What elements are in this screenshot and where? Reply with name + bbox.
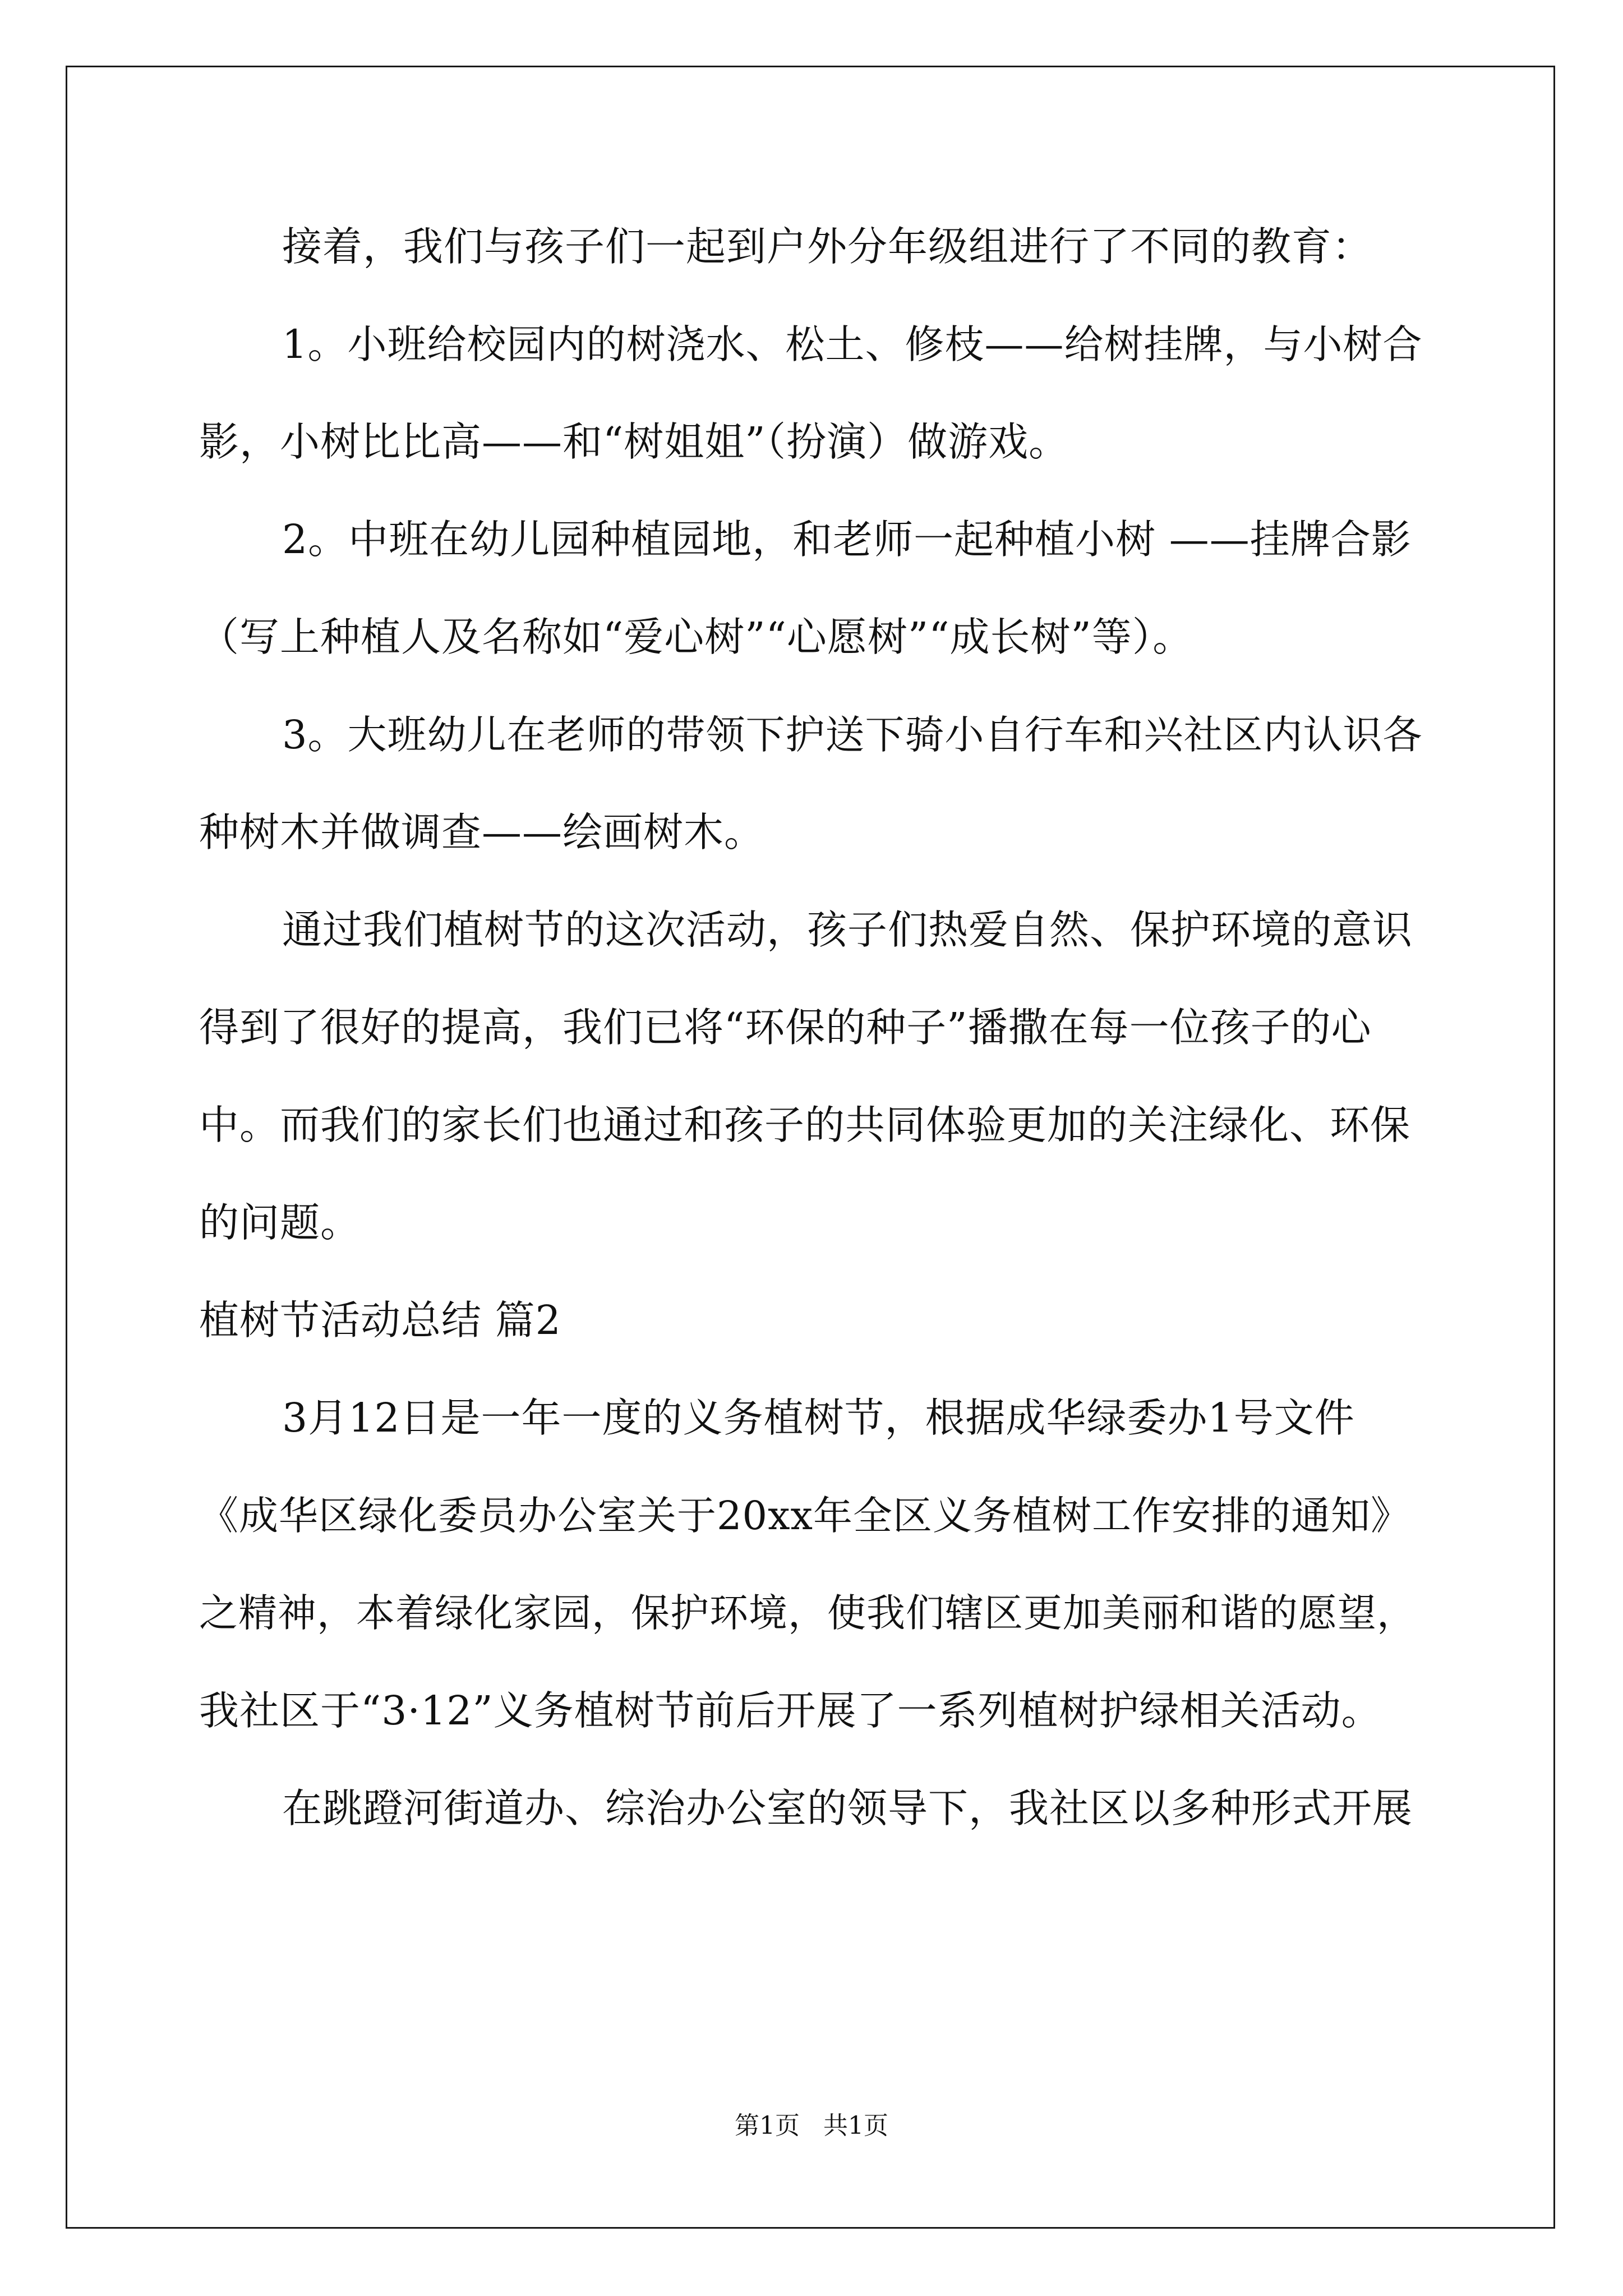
- paragraph-line: 种树木并做调查——绘画树木。: [199, 809, 765, 855]
- paragraph-line: 之精神，本着绿化家园，保护环境，使我们辖区更加美丽和谐的愿望，: [199, 1591, 1416, 1636]
- page-footer: [0, 2109, 1623, 2143]
- paragraph-line: 影，小树比比高——和“树姐姐”（扮演）做游戏。: [199, 418, 1069, 465]
- paragraph-line: 3月12日是一年一度的义务植树节，根据成华绿委办1号文件: [282, 1395, 1355, 1441]
- paragraph-line: 得到了很好的提高，我们已将“环保的种子”播撒在每一位孩子的心: [199, 1004, 1372, 1051]
- paragraph-line: 的问题。: [199, 1199, 361, 1246]
- paragraph-line: 在跳蹬河街道办、综治办公室的领导下，我社区以多种形式开展: [282, 1785, 1413, 1832]
- paragraph-line: 1。小班给校园内的树浇水、松土、修枝——给树挂牌，与小树合: [282, 321, 1423, 367]
- paragraph-line: 接着，我们与孩子们一起到户外分年级组进行了不同的教育：: [282, 223, 1373, 270]
- page-number-total: 共1页: [823, 2111, 888, 2140]
- paragraph-line: 《成华区绿化委员办公室关于20xx年全区义务植树工作安排的通知》: [199, 1493, 1411, 1539]
- paragraph-line: 中。而我们的家长们也通过和孩子的共同体验更加的关注绿化、环保: [199, 1102, 1411, 1148]
- paragraph-line: （写上种植人及名称如“爱心树”“心愿树”“成长树”等）。: [199, 614, 1193, 660]
- page-number-current: 第1页: [735, 2111, 800, 2140]
- section-heading: 植树节活动总结 篇2: [199, 1297, 561, 1343]
- paragraph-line: 我社区于“3·12”义务植树节前后开展了一系列植树护绿相关活动。: [199, 1687, 1382, 1734]
- paragraph-line: 2。中班在幼儿园种植园地，和老师一起种植小树 ——挂牌合影: [282, 516, 1412, 563]
- paragraph-line: 通过我们植树节的这次活动，孩子们热爱自然、保护环境的意识: [282, 907, 1413, 953]
- paragraph-line: 3。大班幼儿在老师的带领下护送下骑小自行车和兴社区内认识各: [282, 712, 1423, 758]
